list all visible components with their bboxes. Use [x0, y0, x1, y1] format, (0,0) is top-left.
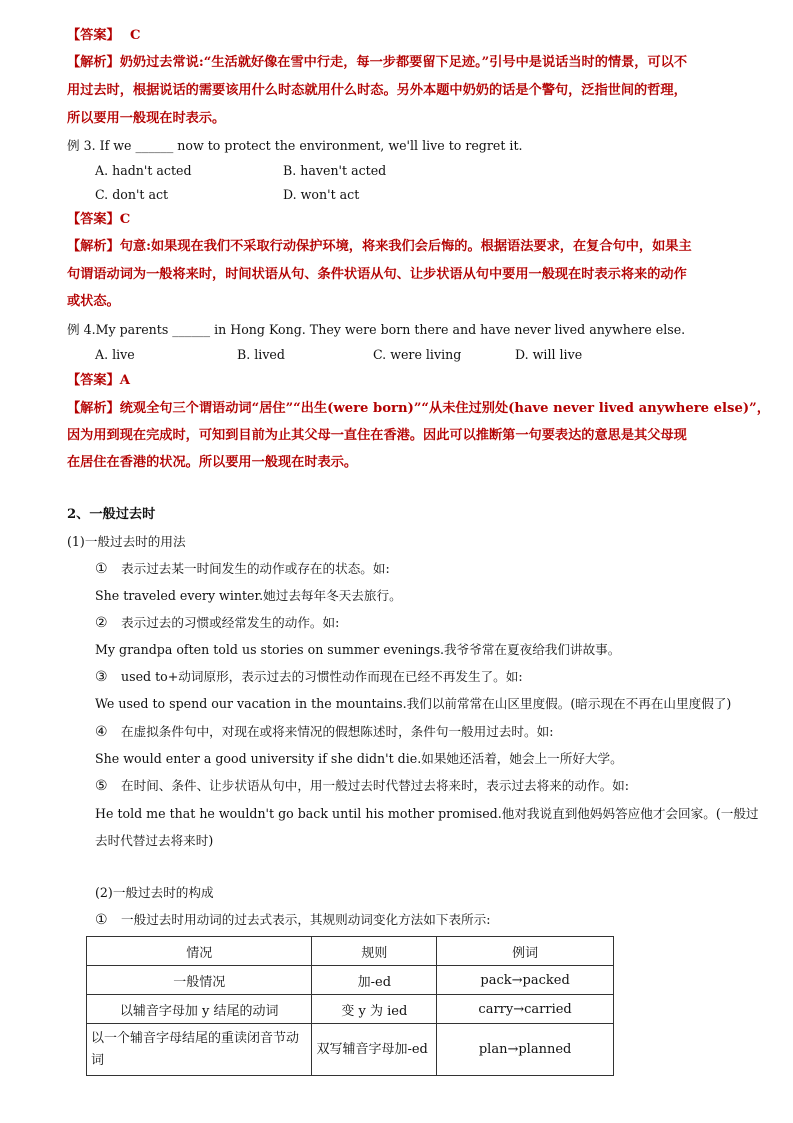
option-b: B. lived — [237, 347, 285, 362]
table-header-row — [87, 937, 614, 966]
table-row — [87, 995, 614, 1024]
form-text: 一般过去时用动词的过去式表示，其规则动词变化方法如下表所示: — [121, 912, 491, 927]
usage-item — [95, 772, 739, 800]
answer-tag: 【答案】 — [67, 373, 120, 388]
usage-number: ② — [95, 615, 108, 631]
form-number: ① — [95, 912, 108, 928]
option-a: A. hadn't acted — [95, 163, 192, 178]
analysis-line: 所以要用一般现在时表示。 — [67, 111, 226, 126]
answer-line — [67, 206, 739, 233]
analysis-line: 用过去时，根据说话的需要该用什么时态就用什么时态。另外本题中奶奶的话是个警句，泛指世间的哲理， — [67, 83, 687, 98]
usage-example: My grandpa often told us stories on summer evenings.我爷爷常在夏夜给我们讲故事。 — [95, 642, 621, 657]
analysis-text: 统观全句三个谓语动词“居住”“出生(were born)”“从未住过别处(have never lived anywhere else)”， — [119, 401, 770, 416]
analysis-text: 句意:如果现在我们不采取行动保护环境，将来我们会后悔的。根据语法要求，在复合句中，如果主 — [119, 239, 692, 254]
usage-text: 表示过去的习惯或经常发生的动作。如: — [121, 615, 340, 630]
usage-text: 在虚拟条件句中，对现在或将来情况的假想陈述时，条件句一般用过去时。如: — [121, 724, 554, 739]
analysis-line — [67, 395, 770, 422]
form-title: (2)一般过去时的构成 — [95, 885, 214, 900]
answer-tag: 【答案】 — [67, 212, 120, 227]
usage-text: 表示过去某一时间发生的动作或存在的状态。如: — [121, 561, 390, 576]
answer-tag: 【答案】 — [67, 28, 120, 43]
answer-value: C — [119, 212, 131, 227]
cell-rule: 双写辅音字母加-ed — [312, 1024, 437, 1076]
option-b: B. haven't acted — [283, 163, 387, 178]
usage-item — [95, 663, 739, 691]
usage-example: He told me that he wouldn't go back until his mother promised.他对我说直到他妈妈答应他才会回家。(一般过 — [95, 806, 759, 821]
header-example: 例词 — [437, 937, 614, 966]
example-stem: 例 4.My parents ______ in Hong Kong. They were born there and have never lived anywhere else. — [67, 322, 686, 337]
cell-rule: 加-ed — [312, 966, 437, 995]
usage-number: ① — [95, 561, 108, 577]
analysis-tag: 【解析】 — [67, 401, 120, 416]
rules-table — [86, 936, 614, 1076]
cell-case: 以一个辅音字母结尾的重读闭音节动词 — [87, 1024, 312, 1076]
cell-example: carry→carried — [437, 995, 614, 1024]
section-heading: 2、一般过去时 — [67, 507, 156, 522]
cell-example: pack→packed — [437, 966, 614, 995]
form-item — [95, 906, 739, 934]
analysis-text: 奶奶过去常说:“生活就好像在雪中行走，每一步都要留下足迹。”引号中是说话当时的情景，可以不 — [119, 55, 688, 70]
usage-item — [95, 555, 739, 583]
analysis-line: 因为用到现在完成时，可知到目前为止其父母一直住在香港。因此可以推断第一句要表达的意思是其父母现 — [67, 428, 687, 443]
option-d: D. won't act — [283, 187, 360, 202]
answer-line — [67, 367, 739, 394]
cell-example: plan→planned — [437, 1024, 614, 1076]
analysis-tag: 【解析】 — [67, 239, 120, 254]
answer-line — [67, 22, 739, 49]
usage-example: We used to spend our vacation in the mountains.我们以前常常在山区里度假。(暗示现在不再在山里度假了) — [95, 696, 732, 711]
option-c: C. were living — [373, 347, 462, 362]
cell-case: 以辅音字母加 y 结尾的动词 — [87, 995, 312, 1024]
usage-example: She traveled every winter.她过去每年冬天去旅行。 — [95, 588, 402, 603]
option-a: A. live — [95, 347, 135, 362]
cell-rule: 变 y 为 ied — [312, 995, 437, 1024]
table-row — [87, 1024, 614, 1076]
usage-example: She would enter a good university if she didn't die.如果她还活着，她会上一所好大学。 — [95, 751, 623, 766]
analysis-line: 或状态。 — [67, 294, 120, 309]
usage-number: ⑤ — [95, 778, 108, 794]
cell-case: 一般情况 — [87, 966, 312, 995]
usage-item — [95, 718, 739, 746]
usage-item — [95, 609, 739, 637]
example-stem: 例 3. If we ______ now to protect the environment, we'll live to regret it. — [67, 138, 523, 153]
analysis-line — [67, 233, 739, 260]
header-case: 情况 — [87, 937, 312, 966]
usage-text: 在时间、条件、让步状语从句中，用一般过去时代替过去将来时，表示过去将来的动作。如: — [121, 778, 629, 793]
analysis-tag: 【解析】 — [67, 55, 120, 70]
usage-number: ④ — [95, 724, 108, 740]
analysis-line: 在居住在香港的状况。所以要用一般现在时表示。 — [67, 455, 358, 470]
usage-title: (1)一般过去时的用法 — [67, 534, 186, 549]
header-rule: 规则 — [312, 937, 437, 966]
analysis-line — [67, 49, 739, 76]
answer-value: A — [119, 373, 130, 388]
usage-text: used to+动词原形，表示过去的习惯性动作而现在已经不再发生了。如: — [121, 669, 523, 684]
option-c: C. don't act — [95, 187, 169, 202]
analysis-line: 句谓语动词为一般将来时，时间状语从句、条件状语从句、让步状语从句中要用一般现在时表示将来的动作 — [67, 267, 687, 282]
option-d: D. will live — [515, 347, 583, 362]
answer-value: C — [129, 28, 141, 43]
table-row — [87, 966, 614, 995]
usage-number: ③ — [95, 669, 108, 685]
usage-example-cont: 去时代替过去将来时) — [95, 833, 214, 848]
